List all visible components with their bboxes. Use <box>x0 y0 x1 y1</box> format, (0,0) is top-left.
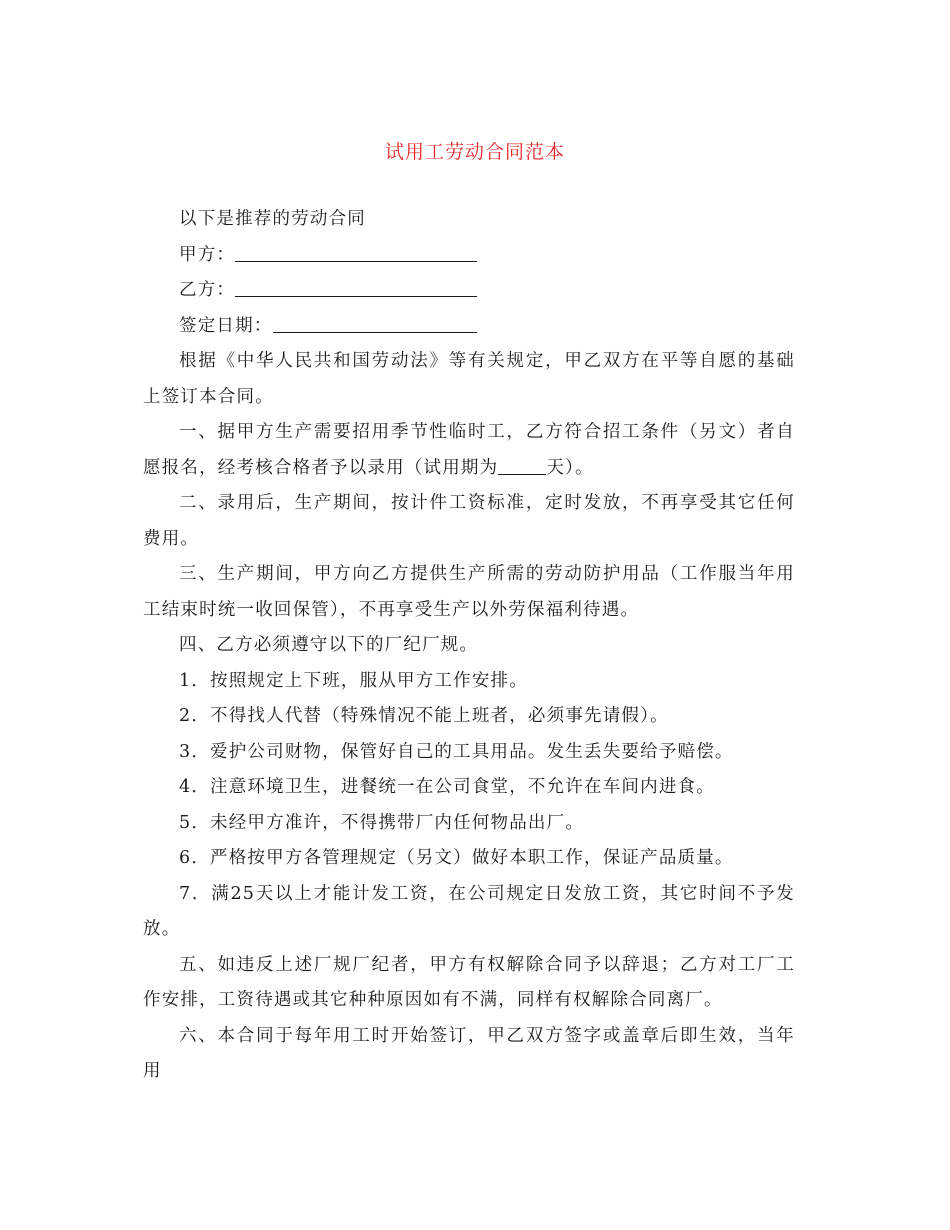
preamble-paragraph: 根据《中华人民共和国劳动法》等有关规定，甲乙双方在平等自愿的基础上签订本合同。 <box>143 351 795 407</box>
rule-3: 3．爱护公司财物，保管好自己的工具用品。发生丢失要给予赔偿。 <box>179 741 734 762</box>
party-b-line <box>143 273 795 309</box>
party-b-label: 乙方： <box>179 280 236 300</box>
party-a-line <box>143 238 795 274</box>
rule-4: 4．注意环境卫生，进餐统一在公司食堂，不允许在车间内进食。 <box>179 777 715 797</box>
document-body <box>143 202 795 1090</box>
intro-line: 以下是推荐的劳动合同 <box>179 209 366 229</box>
party-b-blank <box>235 278 477 297</box>
document-title: 试用工劳动合同范本 <box>384 141 565 163</box>
rule-7: 7．满25天以上才能计发工资，在公司规定日发放工资，其它时间不予发放。 <box>143 883 795 939</box>
clause-6-paragraph: 六、本合同于每年用工时开始签订，甲乙双方签字或盖章后即生效，当年用 <box>143 1025 795 1081</box>
probation-days-blank <box>498 456 546 475</box>
clause-3-paragraph: 三、生产期间，甲方向乙方提供生产所需的劳动防护用品（工作服当年用工结束时统一收回保管），不再享受生产以外劳保福利待遇。 <box>143 564 795 620</box>
clause-1-suffix: 天）。 <box>546 457 594 478</box>
clause-5-paragraph: 五、如违反上述厂规厂纪者，甲方有权解除合同予以辞退；乙方对工厂工作安排，工资待遇或其它种种原因如有不满，同样有权解除合同离厂。 <box>143 954 795 1010</box>
clause-1-text: 一、据甲方生产需要招用季节性临时工，乙方符合招工条件（另文）者自愿报名，经考核合格者予以录用（试用期为 <box>143 422 795 478</box>
clause-4-paragraph: 四、乙方必须遵守以下的厂纪厂规。 <box>179 635 479 655</box>
party-a-label: 甲方： <box>179 244 236 265</box>
rule-5: 5．未经甲方准许，不得携带厂内任何物品出厂。 <box>179 812 585 833</box>
rule-6: 6．严格按甲方各管理规定（另文）做好本职工作，保证产品质量。 <box>179 848 734 868</box>
party-a-blank <box>235 243 477 262</box>
clause-1-paragraph <box>143 415 795 486</box>
sign-date-line <box>143 309 795 345</box>
clause-2-paragraph: 二、录用后，生产期间，按计件工资标准，定时发放，不再享受其它任何费用。 <box>143 493 795 549</box>
rule-1: 1．按照规定上下班，服从甲方工作安排。 <box>179 670 528 691</box>
sign-date-blank <box>273 314 477 333</box>
rule-2: 2．不得找人代替（特殊情况不能上班者，必须事先请假）。 <box>179 706 669 726</box>
sign-date-label: 签定日期： <box>179 315 273 336</box>
